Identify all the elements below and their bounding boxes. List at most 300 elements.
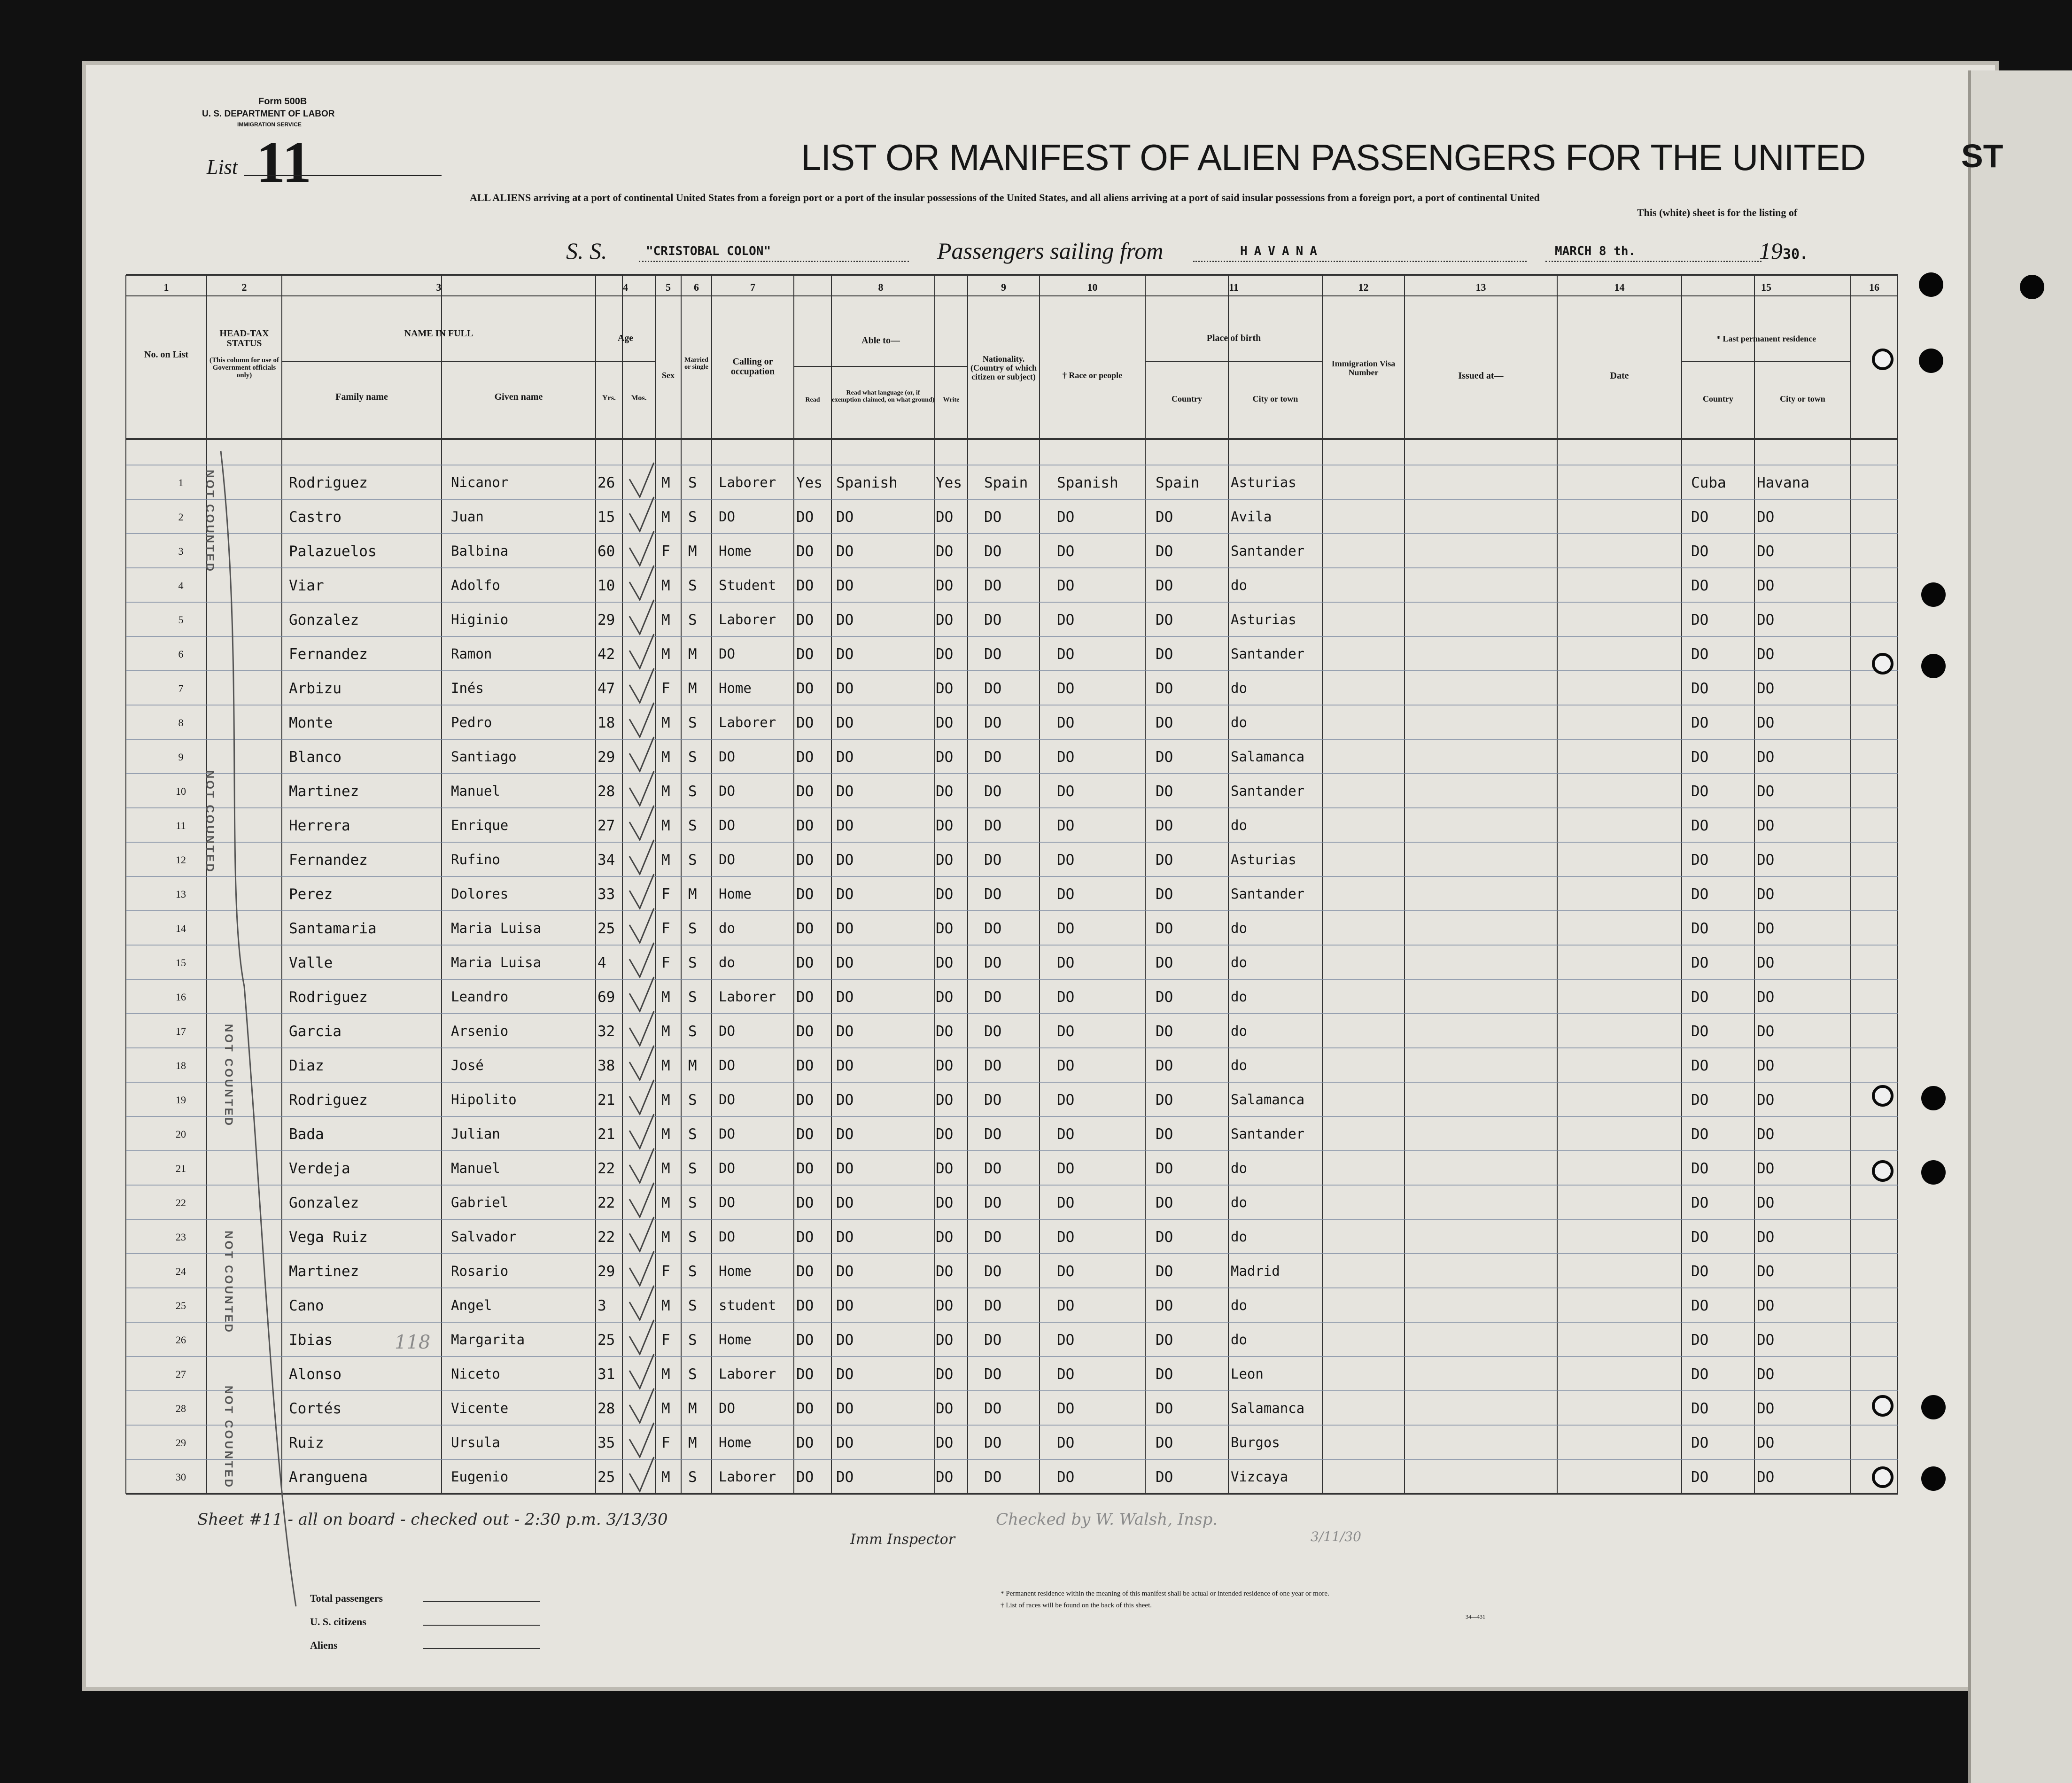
row-number: 20 xyxy=(176,1128,186,1140)
row-number: 9 xyxy=(178,751,184,763)
residence-footnote: * Permanent residence within the meaning of this manifest shall be actual or intended residence of one year or more. xyxy=(1001,1590,1329,1597)
given-name: Higinio xyxy=(451,612,509,628)
age-years: 4 xyxy=(598,954,606,971)
residence-city: DO xyxy=(1757,1057,1775,1074)
age-years: 10 xyxy=(598,577,615,594)
birth-country: DO xyxy=(1156,920,1173,937)
birth-city: do xyxy=(1231,1229,1247,1245)
check-mark xyxy=(629,1148,654,1183)
residence-country: DO xyxy=(1691,920,1709,937)
can-write: DO xyxy=(936,954,954,971)
handwritten-checkout-note: Sheet #11 - all on board - checked out - 2:30 p.m. 3/13/30 xyxy=(197,1510,668,1529)
residence-city: DO xyxy=(1757,1194,1775,1211)
birth-city: do xyxy=(1231,1332,1247,1348)
sex: M xyxy=(661,1194,670,1211)
sailing-label: Passengers sailing from xyxy=(937,238,1164,264)
can-read: Yes xyxy=(796,474,823,491)
family-name: Palazuelos xyxy=(289,543,377,560)
manifest-subtitle: ALL ALIENS arriving at a port of continental United States from a foreign port or a port of the insular possessions of the United States, and all aliens arriving at a port of said insular possessions from a foreign port, a port of continental United xyxy=(470,192,1540,203)
service: IMMIGRATION SERVICE xyxy=(237,121,302,128)
can-read: DO xyxy=(796,1126,814,1143)
birth-country: DO xyxy=(1156,1229,1173,1246)
family-name: Castro xyxy=(289,509,341,526)
sex: M xyxy=(661,1057,670,1074)
residence-city: DO xyxy=(1757,852,1775,868)
marital-status: S xyxy=(688,714,697,731)
occupation: DO xyxy=(719,1194,735,1210)
nationality: DO xyxy=(984,612,1002,628)
read-language: DO xyxy=(836,1332,854,1349)
given-name: Leandro xyxy=(451,989,509,1005)
row-number: 14 xyxy=(176,923,186,934)
row-number: 26 xyxy=(176,1334,186,1346)
departure-port: HAVANA xyxy=(1240,244,1324,258)
race: DO xyxy=(1057,1229,1075,1246)
column-number: 13 xyxy=(1475,281,1486,293)
row-number: 6 xyxy=(178,648,184,660)
can-write: DO xyxy=(936,989,954,1006)
occupation: Home xyxy=(719,543,752,559)
given-name: Inés xyxy=(451,680,484,696)
nationality: DO xyxy=(984,783,1002,800)
column-number: 7 xyxy=(750,281,755,293)
manifest-title: LIST OR MANIFEST OF ALIEN PASSENGERS FOR THE UNITED xyxy=(801,137,1866,178)
can-read: DO xyxy=(796,543,814,560)
column-number: 11 xyxy=(1229,281,1239,293)
family-name: Martinez xyxy=(289,1263,359,1280)
sex: M xyxy=(661,749,670,766)
birth-country: DO xyxy=(1156,509,1173,526)
marital-status: S xyxy=(688,1160,697,1177)
age-years: 22 xyxy=(598,1160,615,1177)
birth-country: DO xyxy=(1156,612,1173,628)
marital-status: M xyxy=(688,886,697,903)
checked-by-signature: Checked by W. Walsh, Insp. xyxy=(996,1510,1218,1529)
race: DO xyxy=(1057,714,1075,731)
check-mark xyxy=(629,1251,654,1286)
can-write: DO xyxy=(936,1092,954,1109)
birth-country: DO xyxy=(1156,543,1173,560)
can-read: DO xyxy=(796,783,814,800)
check-mark xyxy=(629,1423,654,1457)
occupation: Laborer xyxy=(719,474,776,490)
row-number: 28 xyxy=(176,1403,186,1414)
occupation: do xyxy=(719,920,735,936)
check-mark xyxy=(629,566,654,600)
birth-country: Spain xyxy=(1156,474,1200,491)
binder-hole-ring xyxy=(1872,1160,1894,1182)
can-read: DO xyxy=(796,1332,814,1349)
not-counted-stamp: NOT COUNTED xyxy=(222,1231,235,1334)
age-years: 69 xyxy=(598,989,615,1006)
family-name: Alonso xyxy=(289,1366,341,1383)
family-name: Bada xyxy=(289,1126,324,1143)
marital-status: S xyxy=(688,1092,697,1109)
nationality: DO xyxy=(984,1297,1002,1314)
family-name: Vega Ruiz xyxy=(289,1229,368,1246)
birth-city: Santander xyxy=(1231,646,1305,662)
race: DO xyxy=(1057,1057,1075,1074)
year-suffix: 30. xyxy=(1783,246,1808,263)
nationality: DO xyxy=(984,646,1002,663)
given-name: Enrique xyxy=(451,817,509,833)
family-name: Fernandez xyxy=(289,646,368,663)
race: DO xyxy=(1057,509,1075,526)
can-read: DO xyxy=(796,954,814,971)
residence-country: DO xyxy=(1691,989,1709,1006)
birth-country: DO xyxy=(1156,783,1173,800)
marital-status: S xyxy=(688,817,697,834)
nationality: DO xyxy=(984,577,1002,594)
header-head-tax: HEAD-TAX STATUS xyxy=(219,328,269,349)
sex: M xyxy=(661,817,670,834)
department: U. S. DEPARTMENT OF LABOR xyxy=(202,109,335,119)
given-name: Vicente xyxy=(451,1400,509,1416)
age-years: 47 xyxy=(598,680,615,697)
residence-country: DO xyxy=(1691,714,1709,731)
binder-hole-ring xyxy=(1872,1395,1894,1417)
check-mark xyxy=(629,668,654,703)
birth-city: Santander xyxy=(1231,783,1305,799)
read-language: DO xyxy=(836,1057,854,1074)
check-mark xyxy=(629,1046,654,1080)
marital-status: S xyxy=(688,989,697,1006)
given-name: José xyxy=(451,1057,484,1073)
check-mark xyxy=(629,943,654,977)
residence-city: DO xyxy=(1757,1092,1775,1109)
read-language: DO xyxy=(836,646,854,663)
manifest-subtitle-2: This (white) sheet is for the listing of xyxy=(1637,207,1798,218)
race: DO xyxy=(1057,577,1075,594)
read-language: DO xyxy=(836,1126,854,1143)
residence-country: DO xyxy=(1691,1332,1709,1349)
next-sheet-title: ST xyxy=(1961,138,2003,174)
marital-status: M xyxy=(688,680,697,697)
birth-city: do xyxy=(1231,714,1247,730)
birth-country: DO xyxy=(1156,1297,1173,1314)
can-write: DO xyxy=(936,1023,954,1040)
residence-city: DO xyxy=(1757,509,1775,526)
nationality: DO xyxy=(984,852,1002,868)
race: DO xyxy=(1057,783,1075,800)
residence-country: DO xyxy=(1691,1297,1709,1314)
marital-status: M xyxy=(688,1057,697,1074)
row-number: 10 xyxy=(176,785,186,797)
residence-city: DO xyxy=(1757,1229,1775,1246)
can-read: DO xyxy=(796,1194,814,1211)
residence-country: DO xyxy=(1691,954,1709,971)
read-language: DO xyxy=(836,714,854,731)
sex: M xyxy=(661,714,670,731)
ship-name: "CRISTOBAL COLON" xyxy=(646,244,771,258)
header-read: Read xyxy=(805,396,820,403)
nationality: DO xyxy=(984,1092,1002,1109)
birth-country: DO xyxy=(1156,1400,1173,1417)
marital-status: S xyxy=(688,749,697,766)
residence-city: DO xyxy=(1757,680,1775,697)
can-read: DO xyxy=(796,852,814,868)
age-years: 21 xyxy=(598,1126,615,1143)
nationality: DO xyxy=(984,954,1002,971)
header-married: Married or single xyxy=(684,357,708,371)
occupation: DO xyxy=(719,749,735,765)
given-name: Maria Luisa xyxy=(451,920,542,936)
nationality: DO xyxy=(984,543,1002,560)
binder-hole xyxy=(1921,1466,1946,1491)
row-number: 13 xyxy=(176,888,186,900)
age-years: 29 xyxy=(598,749,615,766)
family-name: Monte xyxy=(289,714,333,731)
age-years: 34 xyxy=(598,852,615,868)
can-read: DO xyxy=(796,1092,814,1109)
marital-status: M xyxy=(688,646,697,663)
header-date: Date xyxy=(1610,371,1629,381)
sex: M xyxy=(661,1297,670,1314)
sex: F xyxy=(661,1263,670,1280)
birth-country: DO xyxy=(1156,1469,1173,1486)
can-write: DO xyxy=(936,680,954,697)
binder-hole xyxy=(1919,272,1943,297)
race-footnote: † List of races will be found on the back of this sheet. xyxy=(1001,1602,1152,1609)
read-language: DO xyxy=(836,1023,854,1040)
can-write: DO xyxy=(936,817,954,834)
check-mark xyxy=(629,1457,654,1491)
can-read: DO xyxy=(796,509,814,526)
birth-city: do xyxy=(1231,989,1247,1005)
birth-city: do xyxy=(1231,817,1247,833)
nationality: DO xyxy=(984,1263,1002,1280)
nationality: DO xyxy=(984,1400,1002,1417)
family-name: Martinez xyxy=(289,783,359,800)
age-years: 29 xyxy=(598,612,615,628)
birth-country: DO xyxy=(1156,646,1173,663)
can-write: DO xyxy=(936,577,954,594)
sailing-date: MARCH 8 th. xyxy=(1555,244,1636,258)
given-name: Manuel xyxy=(451,783,500,799)
sex: F xyxy=(661,680,670,697)
check-mark xyxy=(629,463,654,497)
read-language: DO xyxy=(836,954,854,971)
nationality: DO xyxy=(984,920,1002,937)
race: DO xyxy=(1057,954,1075,971)
birth-city: do xyxy=(1231,1023,1247,1039)
race: DO xyxy=(1057,1263,1075,1280)
residence-city: DO xyxy=(1757,1366,1775,1383)
read-language: DO xyxy=(836,1229,854,1246)
binder-hole xyxy=(1919,349,1943,373)
occupation: DO xyxy=(719,509,735,525)
race: DO xyxy=(1057,1332,1075,1349)
family-name: Verdeja xyxy=(289,1160,350,1177)
column-number: 16 xyxy=(1869,281,1879,293)
marital-status: S xyxy=(688,612,697,628)
race: DO xyxy=(1057,1023,1075,1040)
marital-status: M xyxy=(688,543,697,560)
residence-country: DO xyxy=(1691,886,1709,903)
residence-country: Cuba xyxy=(1691,474,1726,491)
column-number: 9 xyxy=(1001,281,1006,293)
column-number: 12 xyxy=(1358,281,1369,293)
residence-city: DO xyxy=(1757,1023,1775,1040)
marital-status: S xyxy=(688,852,697,868)
marital-status: S xyxy=(688,1469,697,1486)
can-write: DO xyxy=(936,852,954,868)
read-language: DO xyxy=(836,1092,854,1109)
sex: M xyxy=(661,646,670,663)
header-able-to: Able to— xyxy=(861,335,900,346)
birth-country: DO xyxy=(1156,1366,1173,1383)
family-name: Aranguena xyxy=(289,1469,368,1486)
race: DO xyxy=(1057,612,1075,628)
occupation: DO xyxy=(719,817,735,833)
binder-hole xyxy=(2020,275,2044,299)
residence-city: DO xyxy=(1757,1434,1775,1451)
can-write: DO xyxy=(936,1194,954,1211)
header-place-of-birth: Place of birth xyxy=(1206,333,1261,343)
birth-city: do xyxy=(1231,1297,1247,1313)
row-number: 25 xyxy=(176,1300,186,1311)
family-name: Ibias xyxy=(289,1332,333,1349)
age-years: 42 xyxy=(598,646,615,663)
residence-country: DO xyxy=(1691,1229,1709,1246)
given-name: Santiago xyxy=(451,749,517,765)
residence-city: DO xyxy=(1757,1160,1775,1177)
can-read: DO xyxy=(796,1434,814,1451)
read-language: DO xyxy=(836,1297,854,1314)
can-read: DO xyxy=(796,1297,814,1314)
birth-city: do xyxy=(1231,920,1247,936)
occupation: Laborer xyxy=(719,612,776,628)
nationality: Spain xyxy=(984,474,1028,491)
occupation: Home xyxy=(719,1434,752,1450)
header-res-city: City or town xyxy=(1780,394,1825,403)
age-years: 22 xyxy=(598,1229,615,1246)
birth-city: do xyxy=(1231,1160,1247,1176)
read-language: DO xyxy=(836,612,854,628)
marital-status: S xyxy=(688,1366,697,1383)
birth-country: DO xyxy=(1156,714,1173,731)
residence-city: DO xyxy=(1757,817,1775,834)
occupation: Laborer xyxy=(719,1469,776,1485)
birth-country: DO xyxy=(1156,989,1173,1006)
residence-city: DO xyxy=(1757,783,1775,800)
row-number: 3 xyxy=(178,545,184,557)
can-read: DO xyxy=(796,749,814,766)
row-number: 2 xyxy=(178,511,184,523)
row-number: 11 xyxy=(176,820,186,831)
read-language: DO xyxy=(836,852,854,868)
can-write: DO xyxy=(936,783,954,800)
birth-city: Santander xyxy=(1231,886,1305,902)
sex: F xyxy=(661,954,670,971)
header-calling: Calling or occupation xyxy=(730,357,775,377)
given-name: Gabriel xyxy=(451,1194,509,1210)
given-name: Salvador xyxy=(451,1229,517,1245)
nationality: DO xyxy=(984,989,1002,1006)
age-years: 22 xyxy=(598,1194,615,1211)
given-name: Rosario xyxy=(451,1263,509,1279)
sex: M xyxy=(661,1400,670,1417)
check-mark xyxy=(629,1354,654,1388)
residence-city: DO xyxy=(1757,749,1775,766)
header-mos: Mos. xyxy=(631,394,647,402)
header-given-name: Given name xyxy=(494,392,543,402)
header-name-in-full: NAME IN FULL xyxy=(404,328,473,339)
age-years: 18 xyxy=(598,714,615,731)
column-number: 8 xyxy=(878,281,884,293)
residence-city: DO xyxy=(1757,1126,1775,1143)
row-number: 23 xyxy=(176,1231,186,1243)
marital-status: S xyxy=(688,1126,697,1143)
birth-country: DO xyxy=(1156,1126,1173,1143)
can-write: DO xyxy=(936,1057,954,1074)
us-citizens-label: U. S. citizens xyxy=(310,1616,366,1628)
header-age: Age xyxy=(617,333,634,343)
form-number: Form 500B xyxy=(258,96,307,107)
birth-city: Leon xyxy=(1231,1366,1264,1382)
age-years: 25 xyxy=(598,1469,615,1486)
given-name: Arsenio xyxy=(451,1023,509,1039)
birth-city: Madrid xyxy=(1231,1263,1280,1279)
row-number: 18 xyxy=(176,1060,186,1071)
nationality: DO xyxy=(984,749,1002,766)
ss-label: S. S. xyxy=(566,238,607,264)
sex: M xyxy=(661,509,670,526)
family-name: Gonzalez xyxy=(289,1194,359,1211)
nationality: DO xyxy=(984,886,1002,903)
check-mark xyxy=(629,840,654,874)
occupation: Home xyxy=(719,1332,752,1348)
header-issued-at: Issued at— xyxy=(1458,371,1504,381)
nationality: DO xyxy=(984,1194,1002,1211)
sex: M xyxy=(661,1229,670,1246)
header-yrs: Yrs. xyxy=(602,394,616,402)
race: DO xyxy=(1057,1400,1075,1417)
given-name: Juan xyxy=(451,509,484,525)
residence-city: DO xyxy=(1757,954,1775,971)
header-write: Write xyxy=(943,396,960,403)
given-name: Dolores xyxy=(451,886,509,902)
not-counted-stamp: NOT COUNTED xyxy=(222,1386,235,1489)
row-number: 15 xyxy=(176,957,186,969)
can-read: DO xyxy=(796,1057,814,1074)
header-last-residence: * Last permanent residence xyxy=(1716,334,1816,343)
check-mark xyxy=(629,1183,654,1217)
read-language: DO xyxy=(836,783,854,800)
list-number: 11 xyxy=(256,130,312,195)
residence-country: DO xyxy=(1691,612,1709,628)
race: DO xyxy=(1057,1092,1075,1109)
age-years: 26 xyxy=(598,474,615,491)
race: DO xyxy=(1057,1366,1075,1383)
race: DO xyxy=(1057,817,1075,834)
not-counted-stamp: NOT COUNTED xyxy=(203,770,216,874)
residence-country: DO xyxy=(1691,646,1709,663)
check-mark xyxy=(629,1388,654,1423)
marital-status: S xyxy=(688,920,697,937)
race: DO xyxy=(1057,646,1075,663)
marital-status: S xyxy=(688,509,697,526)
marital-status: S xyxy=(688,1263,697,1280)
race: DO xyxy=(1057,1297,1075,1314)
print-code: 34—431 xyxy=(1466,1613,1485,1620)
can-write: DO xyxy=(936,1263,954,1280)
read-language: DO xyxy=(836,886,854,903)
check-mark xyxy=(629,874,654,908)
occupation: DO xyxy=(719,783,735,799)
race: DO xyxy=(1057,1434,1075,1451)
birth-city: do xyxy=(1231,577,1247,593)
